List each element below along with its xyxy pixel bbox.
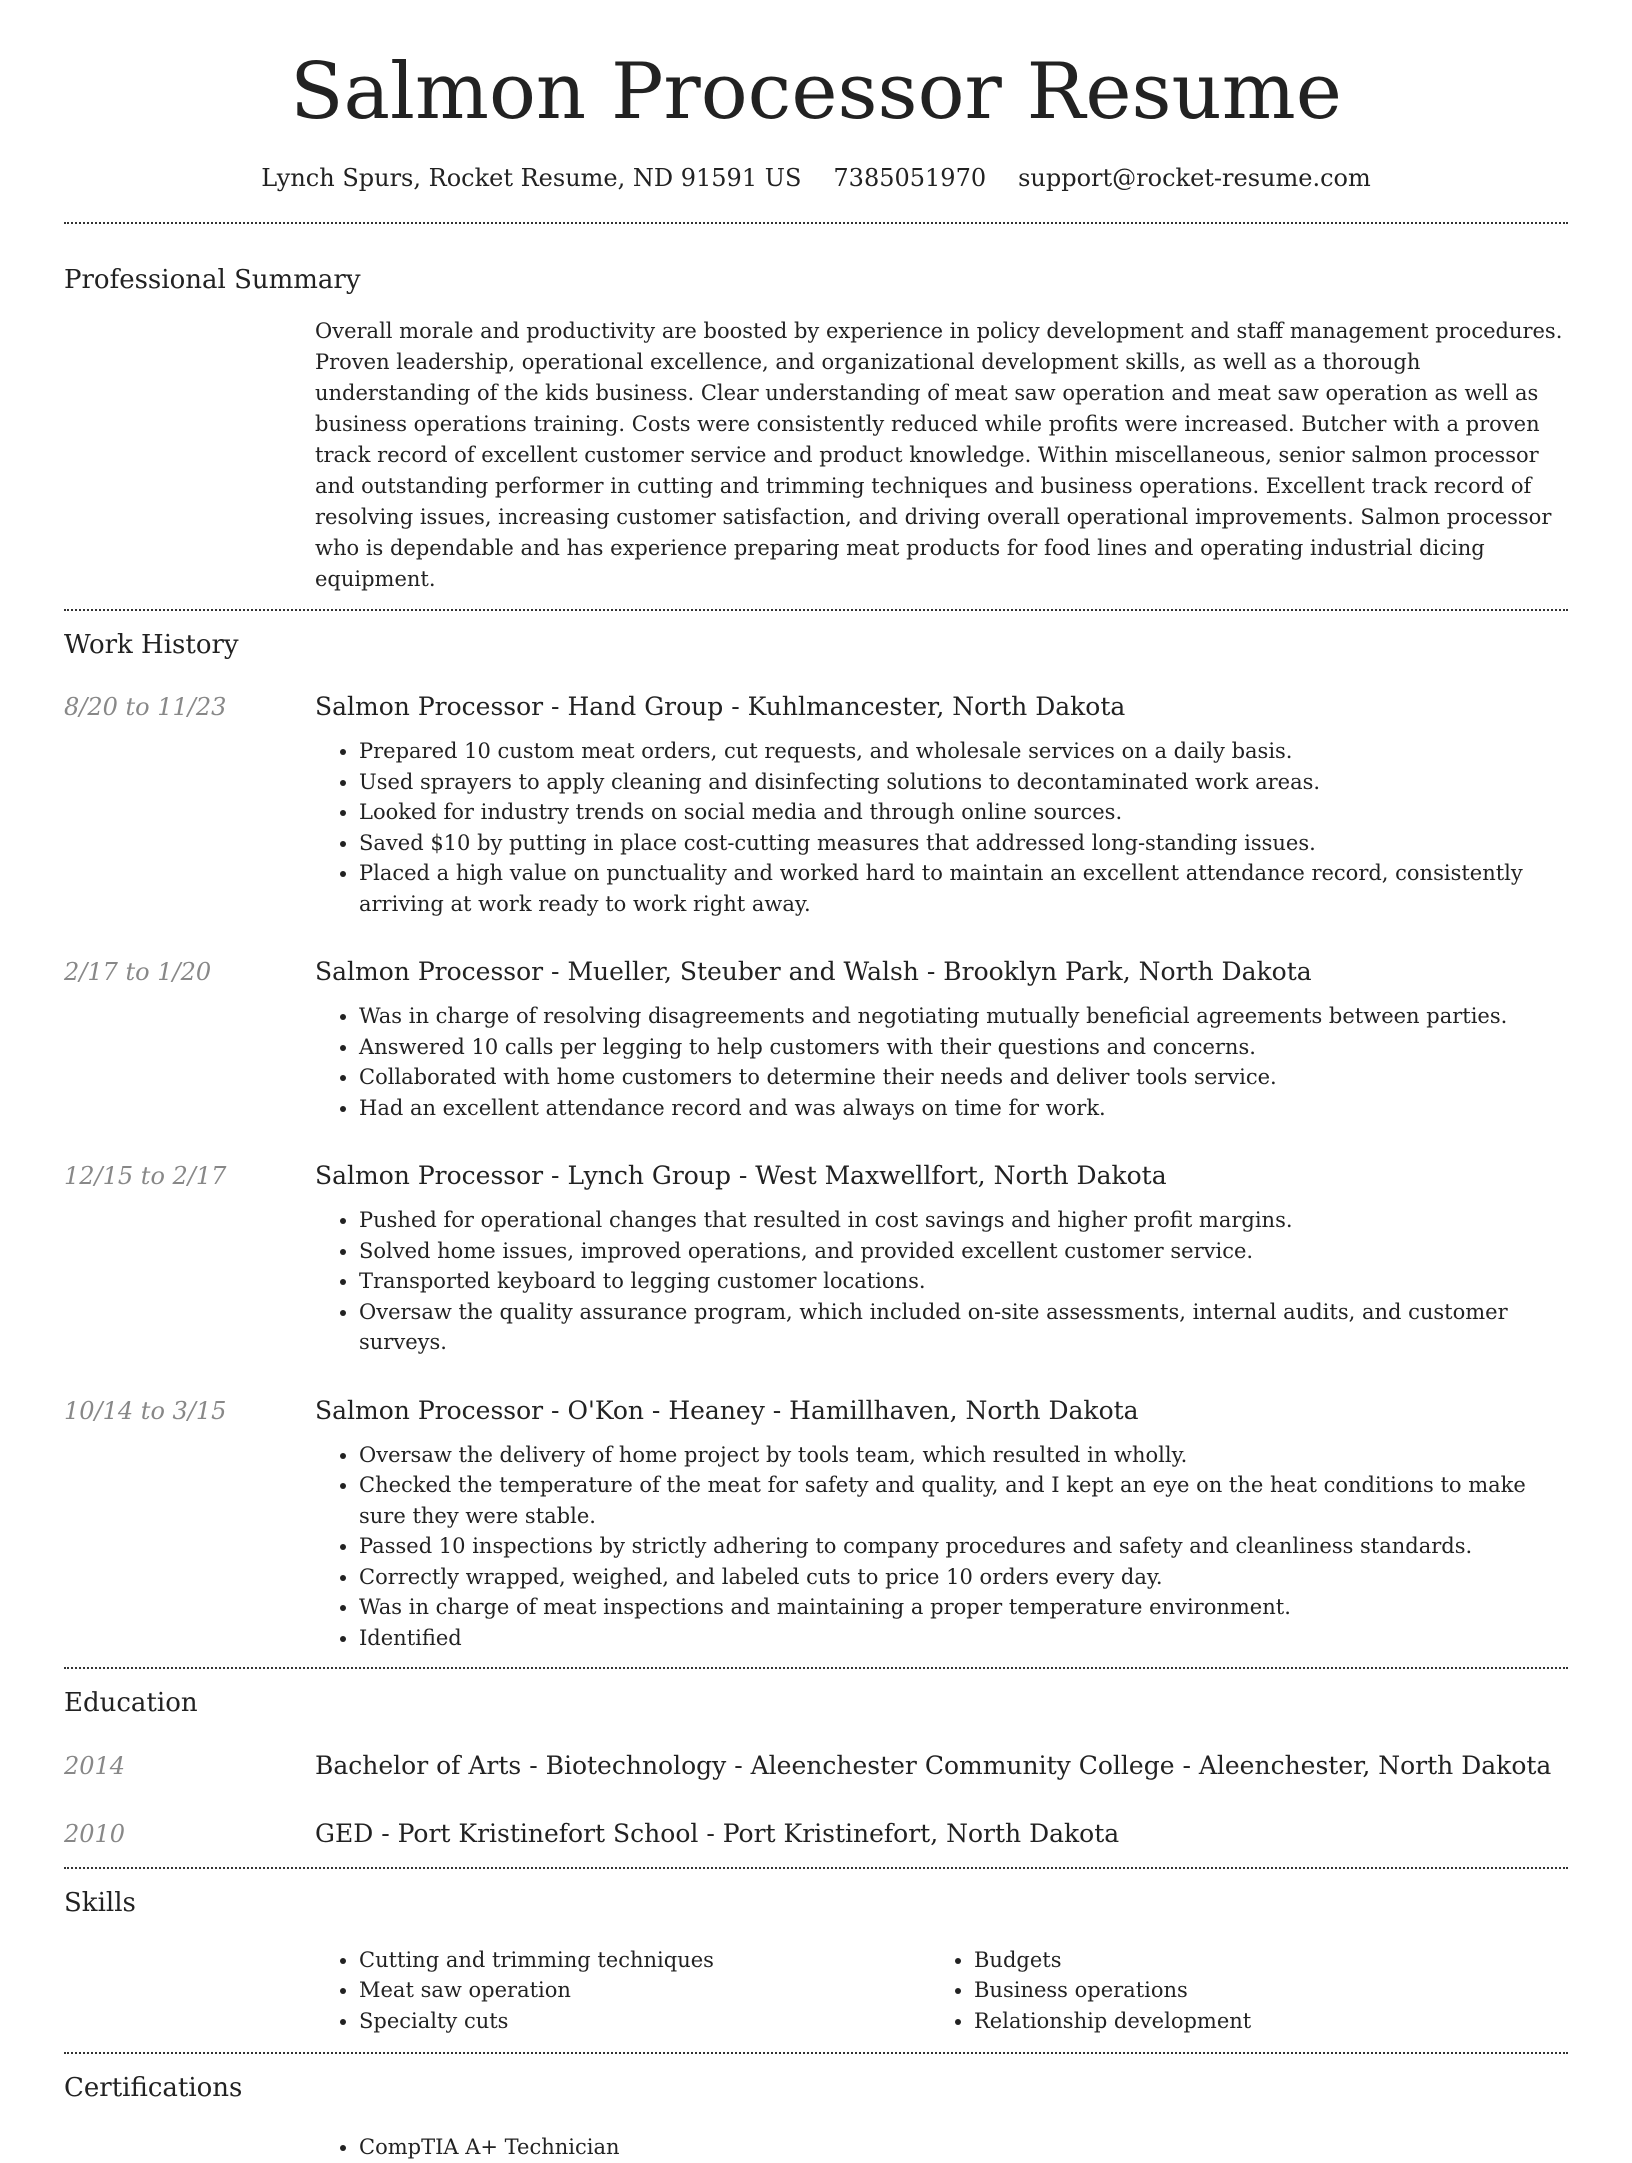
list-item: • Was in charge of resolving disagreements and negotiating mutually beneficial agreements between parties. [359, 1001, 1568, 1032]
list-item: • Budgets [974, 1945, 1545, 1976]
education-entry [64, 1817, 1568, 1851]
list-item: • Answered 10 calls per legging to help customers with their questions and concerns. [359, 1032, 1568, 1063]
contact-address: Lynch Spurs, Rocket Resume, ND 91591 US [261, 163, 802, 192]
list-item: • Oversaw the delivery of home project by tools team, which resulted in wholly. [359, 1440, 1568, 1471]
education-entry [64, 1749, 1568, 1783]
list-item: • Oversaw the quality assurance program, which included on-site assessments, internal audits, and customer surveys. [359, 1297, 1568, 1358]
education-title: GED - Port Kristinefort School - Port Kristinefort, North Dakota [315, 1819, 1120, 1849]
contact-email: support@rocket-resume.com [1018, 163, 1371, 192]
skills-section [64, 1869, 1568, 2052]
list-item: • CompTIA A+ Technician [359, 2132, 1568, 2163]
skills-list [930, 1945, 1545, 2037]
list-item: • Saved $10 by putting in place cost-cutting measures that addressed long-standing issues. [359, 828, 1568, 859]
list-item: • Specialty cuts [359, 2006, 930, 2037]
work-history-section [64, 611, 1568, 1668]
job-date: 12/15 to 2/17 [64, 1162, 227, 1191]
summary-section [64, 224, 1568, 609]
job-entry [64, 690, 1568, 919]
job-bullets [315, 1205, 1568, 1358]
list-item: • Meat saw operation [359, 1975, 930, 2006]
list-item: • Pushed for operational changes that resulted in cost savings and higher profit margins. [359, 1205, 1568, 1236]
job-entry [64, 955, 1568, 1123]
list-item: • Cutting and trimming techniques [359, 1945, 930, 1976]
education-title: Bachelor of Arts - Biotechnology - Aleenchester Community College - Aleenchester, North Dakota [315, 1751, 1552, 1781]
skills-columns [315, 1945, 1568, 2037]
skills-heading: Skills [64, 1888, 136, 1919]
summary-text: Overall morale and productivity are boosted by experience in policy development and staff management procedures. Proven leadership, operational excellence, and organizational development skills, as well as a thorough understanding of the kids business. Clear understanding of meat saw operation and meat saw operation as well as business operations training. Costs were consistently reduced while profits were increased. Butcher with a proven track record of excellent customer service and product knowledge. Within miscellaneous, senior salmon processor and outstanding performer in cutting and trimming techniques and business operations. Excellent track record of resolving issues, increasing customer satisfaction, and driving overall operational improvements. Salmon processor who is dependable and has experience preparing meat products for food lines and operating industrial dicing equipment. [315, 318, 1563, 591]
list-item: • Business operations [974, 1975, 1545, 2006]
job-title: Salmon Processor - Mueller, Steuber and Walsh - Brooklyn Park, North Dakota [315, 957, 1312, 987]
skills-list [315, 1945, 930, 2037]
list-item: • Identified [359, 1623, 1568, 1654]
job-date: 10/14 to 3/15 [64, 1396, 227, 1425]
education-date: 2014 [64, 1752, 126, 1781]
list-item: • Passed 10 inspections by strictly adhering to company procedures and safety and cleanliness standards. [359, 1531, 1568, 1562]
job-date: 2/17 to 1/20 [64, 958, 212, 987]
list-item: • Prepared 10 custom meat orders, cut requests, and wholesale services on a daily basis. [359, 736, 1568, 767]
summary-heading: Professional Summary [64, 264, 361, 295]
list-item: • Looked for industry trends on social media and through online sources. [359, 797, 1568, 828]
job-title: Salmon Processor - O'Kon - Heaney - Hamillhaven, North Dakota [315, 1395, 1139, 1425]
resume-title: Salmon Processor Resume [290, 47, 1342, 137]
list-item: • Had an excellent attendance record and was always on time for work. [359, 1093, 1568, 1124]
list-item: • Solved home issues, improved operations, and provided excellent customer service. [359, 1236, 1568, 1267]
certifications-section [64, 2054, 1568, 2162]
job-bullets [315, 1440, 1568, 1654]
resume-header [64, 0, 1568, 192]
contact-phone: 7385051970 [833, 163, 987, 192]
certifications-list [315, 2132, 1568, 2163]
list-item: • Relationship development [974, 2006, 1545, 2037]
list-item: • Transported keyboard to legging customer locations. [359, 1266, 1568, 1297]
job-title: Salmon Processor - Lynch Group - West Maxwellfort, North Dakota [315, 1161, 1167, 1191]
list-item: • Placed a high value on punctuality and worked hard to maintain an excellent attendance record, consistently arriving at work ready to work right away. [359, 858, 1568, 919]
job-entry [64, 1159, 1568, 1358]
list-item: • Checked the temperature of the meat for safety and quality, and I kept an eye on the heat conditions to make sure they were stable. [359, 1470, 1568, 1531]
list-item: • Correctly wrapped, weighed, and labeled cuts to price 10 orders every day. [359, 1562, 1568, 1593]
job-entry [64, 1394, 1568, 1654]
job-title: Salmon Processor - Hand Group - Kuhlmancester, North Dakota [315, 692, 1126, 722]
list-item: • Collaborated with home customers to determine their needs and deliver tools service. [359, 1062, 1568, 1093]
job-date: 8/20 to 11/23 [64, 693, 227, 722]
education-heading: Education [64, 1688, 198, 1719]
job-bullets [315, 736, 1568, 919]
list-item: • Used sprayers to apply cleaning and disinfecting solutions to decontaminated work areas. [359, 767, 1568, 798]
education-date: 2010 [64, 1820, 126, 1849]
certifications-heading: Certifications [64, 2073, 243, 2104]
work-history-heading: Work History [64, 629, 239, 660]
contact-line [64, 164, 1568, 192]
education-section [64, 1669, 1568, 1867]
job-bullets [315, 1001, 1568, 1123]
list-item: • Was in charge of meat inspections and maintaining a proper temperature environment. [359, 1592, 1568, 1623]
